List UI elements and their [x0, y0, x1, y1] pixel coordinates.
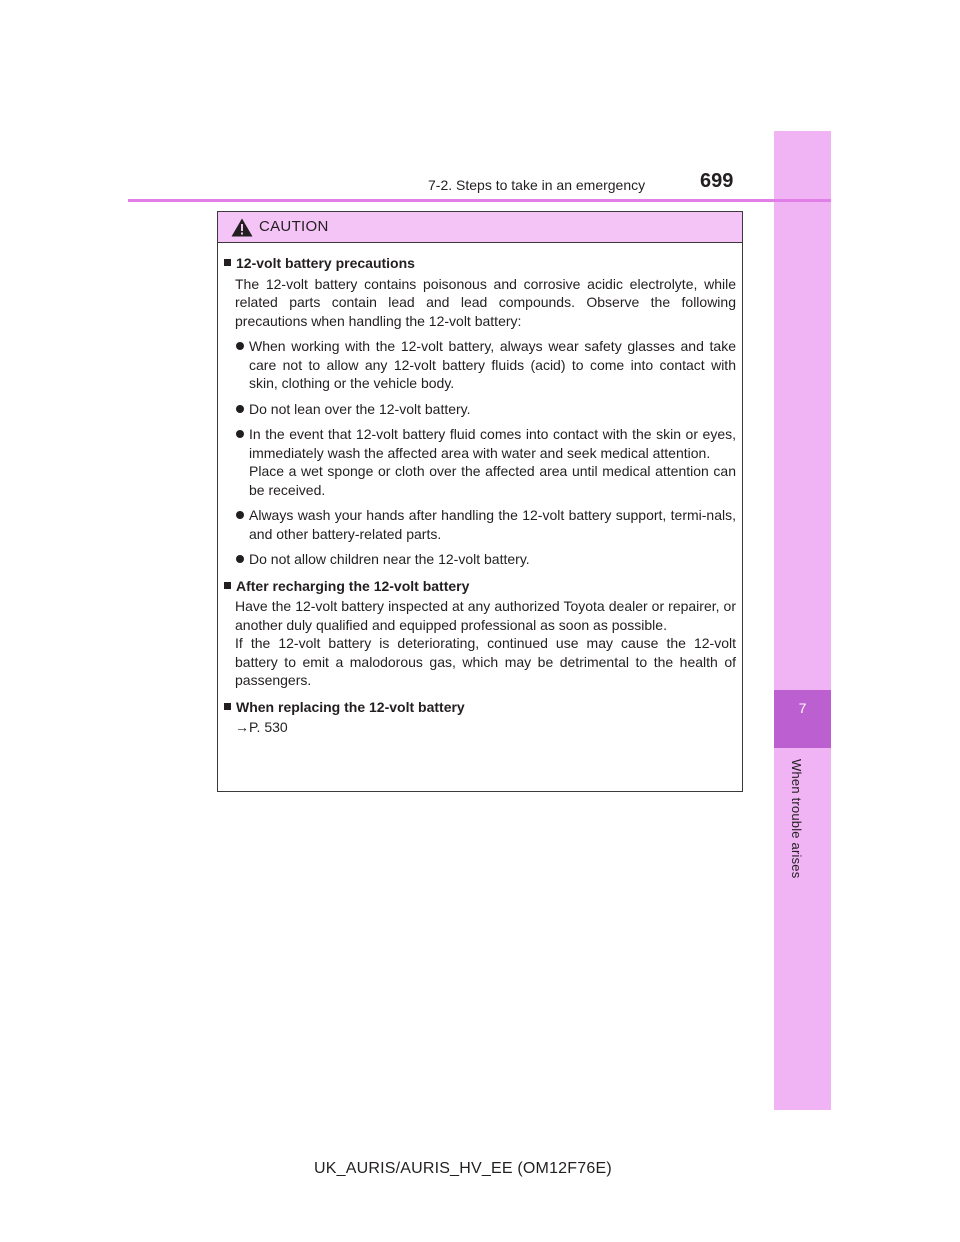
- header-divider: [128, 199, 831, 202]
- round-bullet-icon: [236, 342, 244, 350]
- round-bullet-icon: [236, 555, 244, 563]
- section-heading: After recharging the 12-volt battery: [223, 577, 736, 596]
- caution-body: [218, 243, 742, 737]
- section-title: 7-2. Steps to take in an emergency: [428, 177, 646, 193]
- list-item: When working with the 12-volt battery, always wear safety glasses and take care not to allow any 12-volt battery fluids (acid) to come into contact with skin, clothing or the vehicle body.: [223, 337, 736, 393]
- page-reference-link[interactable]: →P. 530: [235, 719, 288, 735]
- chapter-title: When trouble arises: [789, 759, 804, 879]
- page-number: 699: [700, 170, 734, 192]
- section-intro: The 12-volt battery contains poisonous and corrosive acidic electrolyte, while related parts contain lead and lead compounds. Observe the following precautions when handling the 12-volt battery:: [235, 275, 736, 329]
- square-bullet-icon: [224, 259, 231, 266]
- warning-triangle-icon: [231, 218, 253, 237]
- chapter-number-block: [774, 690, 831, 748]
- list-item: In the event that 12-volt battery fluid comes into contact with the skin or eyes, immediately wash the affected area with water and seek medical attention. Place a wet sponge or cloth over the affected area until medical attention can be received.: [223, 425, 736, 499]
- caution-label: CAUTION: [259, 218, 329, 235]
- round-bullet-icon: [236, 430, 244, 438]
- square-bullet-icon: [224, 582, 231, 589]
- round-bullet-icon: [236, 511, 244, 519]
- footer-manual-code: UK_AURIS/AURIS_HV_EE (OM12F76E): [314, 1160, 612, 1177]
- caution-box: [217, 211, 743, 792]
- chapter-side-tab: [774, 131, 831, 1110]
- section-paragraph: Have the 12-volt battery inspected at any authorized Toyota dealer or repairer, or another duly qualified and equipped professional as soon as possible. If the 12-volt battery is deteriorating, continued use may cause the 12-volt battery to emit a malodorous gas, which may be detrimental to the health of passengers.: [235, 598, 736, 688]
- list-item: Always wash your hands after handling the 12-volt battery support, termi-nals, and other battery-related parts.: [223, 506, 736, 543]
- section-heading: When replacing the 12-volt battery: [223, 698, 736, 717]
- list-item: Do not allow children near the 12-volt battery.: [223, 550, 736, 569]
- caution-header: [218, 212, 742, 243]
- section-heading: 12-volt battery precautions: [223, 254, 736, 273]
- round-bullet-icon: [236, 405, 244, 413]
- list-item: Do not lean over the 12-volt battery.: [223, 400, 736, 419]
- square-bullet-icon: [224, 703, 231, 710]
- chapter-number: 7: [798, 700, 807, 716]
